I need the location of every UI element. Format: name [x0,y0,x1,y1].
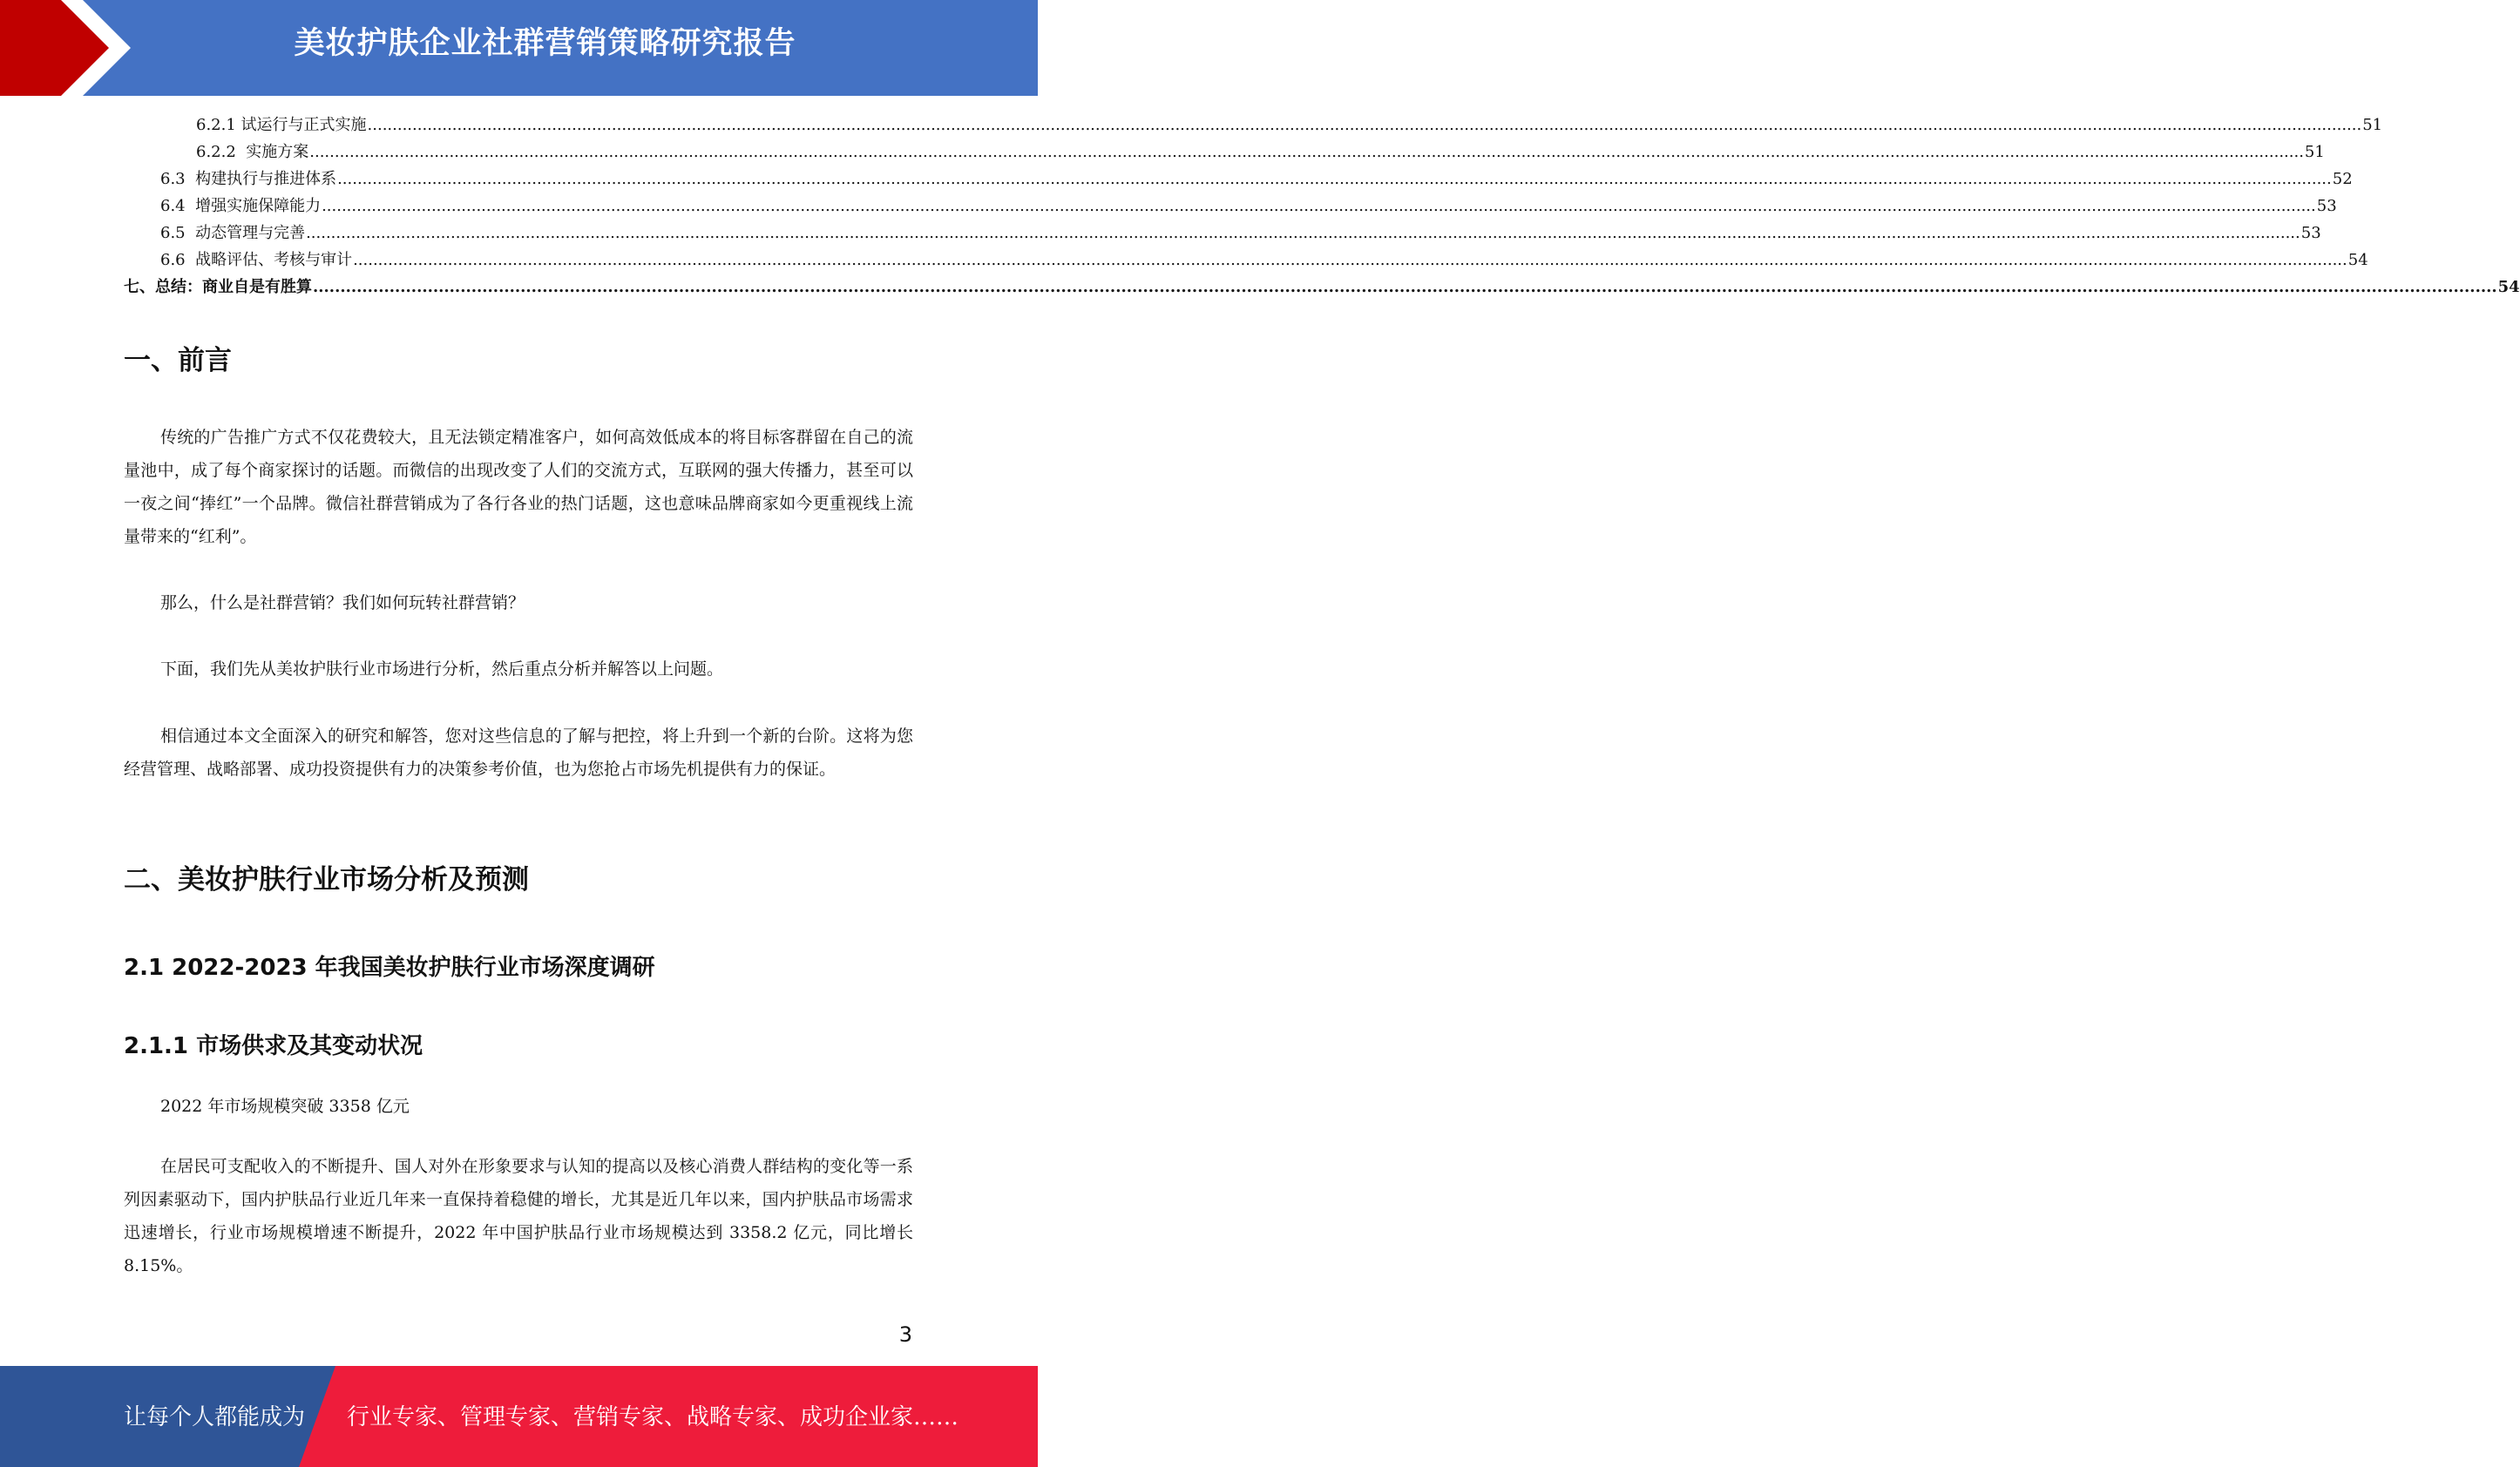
paragraph: 相信通过本文全面深入的研究和解答，您对这些信息的了解与把控，将上升到一个新的台阶。这将为您经营管理、战略部署、成功投资提供有力的决策参考价值，也为您抢占市场先机提供有力的保证。 [124,727,913,779]
toc-entry-page: 53 [2300,224,2321,242]
section-heading-preface: 一、前言 [124,345,232,376]
toc-leader-dots: ................................................................................................................................................................................................................................................................................................................................................................................................................ [367,116,2362,134]
toc-leader-dots: ................................................................................................................................................................................................................................................................................................................................................................................................................ [353,251,2347,269]
footer-slogan-left: 让每个人都能成为 [124,1404,306,1430]
paragraph: 在居民可支配收入的不断提升、国人对外在形象要求与认知的提高以及核心消费人群结构的变化等一系列因素驱动下，国内护肤品行业近几年来一直保持着稳健的增长，尤其是近几年以来，国内护肤品市场需求迅速增长，行业市场规模增速不断提升，2022 年中国护肤品行业市场规模达到 3358.2 亿元，同比增长 8.15%。 [124,1157,913,1275]
toc-entry[interactable] [124,166,2353,193]
footer-banner [0,1366,1038,1467]
subsubsection-heading: 2.1.1 市场供求及其变动状况 [124,1033,423,1059]
footer-slogan-right: 行业专家、管理专家、营销专家、战略专家、成功企业家…… [347,1404,959,1430]
toc-entry-title: 6.4 增强实施保障能力 [160,197,322,215]
paragraph: 传统的广告推广方式不仅花费较大，且无法锁定精准客户，如何高效低成本的将目标客群留在自己的流量池中，成了每个商家探讨的话题。而微信的出现改变了人们的交流方式，互联网的强大传播力，甚至可以一夜之间“捧红”一个品牌。微信社群营销成为了各行各业的热门话题，这也意味品牌商家如今更重视线上流量带来的“红利”。 [124,428,913,546]
paragraph: 那么，什么是社群营销？我们如何玩转社群营销？ [160,593,525,612]
toc-leader-dots: ................................................................................................................................................................................................................................................................................................................................................................................................................ [306,224,2300,242]
report-title: 美妆护肤企业社群营销策略研究报告 [294,26,796,61]
paragraph: 2022 年市场规模突破 3358 亿元 [160,1097,410,1116]
toc-entry-title: 七、总结：商业自是有胜算 [124,278,312,296]
toc-leader-dots: ................................................................................................................................................................................................................................................................................................................................................................................................................ [337,170,2332,188]
toc-entry-page: 54 [2347,251,2368,269]
toc-leader-dots: ................................................................................................................................................................................................................................................................................................................................................................................................................ [309,143,2304,161]
toc-entry[interactable] [124,274,2520,301]
header-bar [0,0,1038,96]
toc-entry-page: 54 [2497,278,2520,296]
section-heading-market: 二、美妆护肤行业市场分析及预测 [124,864,529,896]
toc-entry-page: 51 [2362,116,2383,134]
subsection-heading: 2.1 2022-2023 年我国美妆护肤行业市场深度调研 [124,955,655,981]
page-number: 3 [898,1322,912,1347]
toc-entry-title: 6.3 构建执行与推进体系 [160,170,337,188]
toc-entry-page: 51 [2304,143,2325,161]
toc-entry[interactable] [124,112,2383,139]
toc-leader-dots: ................................................................................................................................................................................................................................................................................................................................................................................................................ [322,197,2316,215]
toc-entry-title: 6.6 战略评估、考核与审计 [160,251,353,269]
toc-entry-page: 53 [2316,197,2337,215]
toc-entry-title: 6.2.1 试运行与正式实施 [196,116,367,134]
toc-entry-title: 6.2.2 实施方案 [196,143,309,161]
toc-entry[interactable] [124,193,2337,220]
toc-entry-page: 52 [2332,170,2353,188]
toc-leader-dots: ................................................................................................................................................................................................................................................................................................................................................................................................................ [313,278,2497,296]
toc-entry[interactable] [124,247,2368,274]
paragraph: 下面，我们先从美妆护肤行业市场进行分析，然后重点分析并解答以上问题。 [160,659,724,679]
toc-entry[interactable] [124,220,2321,247]
table-of-contents [124,112,2520,301]
toc-entry[interactable] [124,139,2325,166]
toc-entry-title: 6.5 动态管理与完善 [160,224,306,242]
